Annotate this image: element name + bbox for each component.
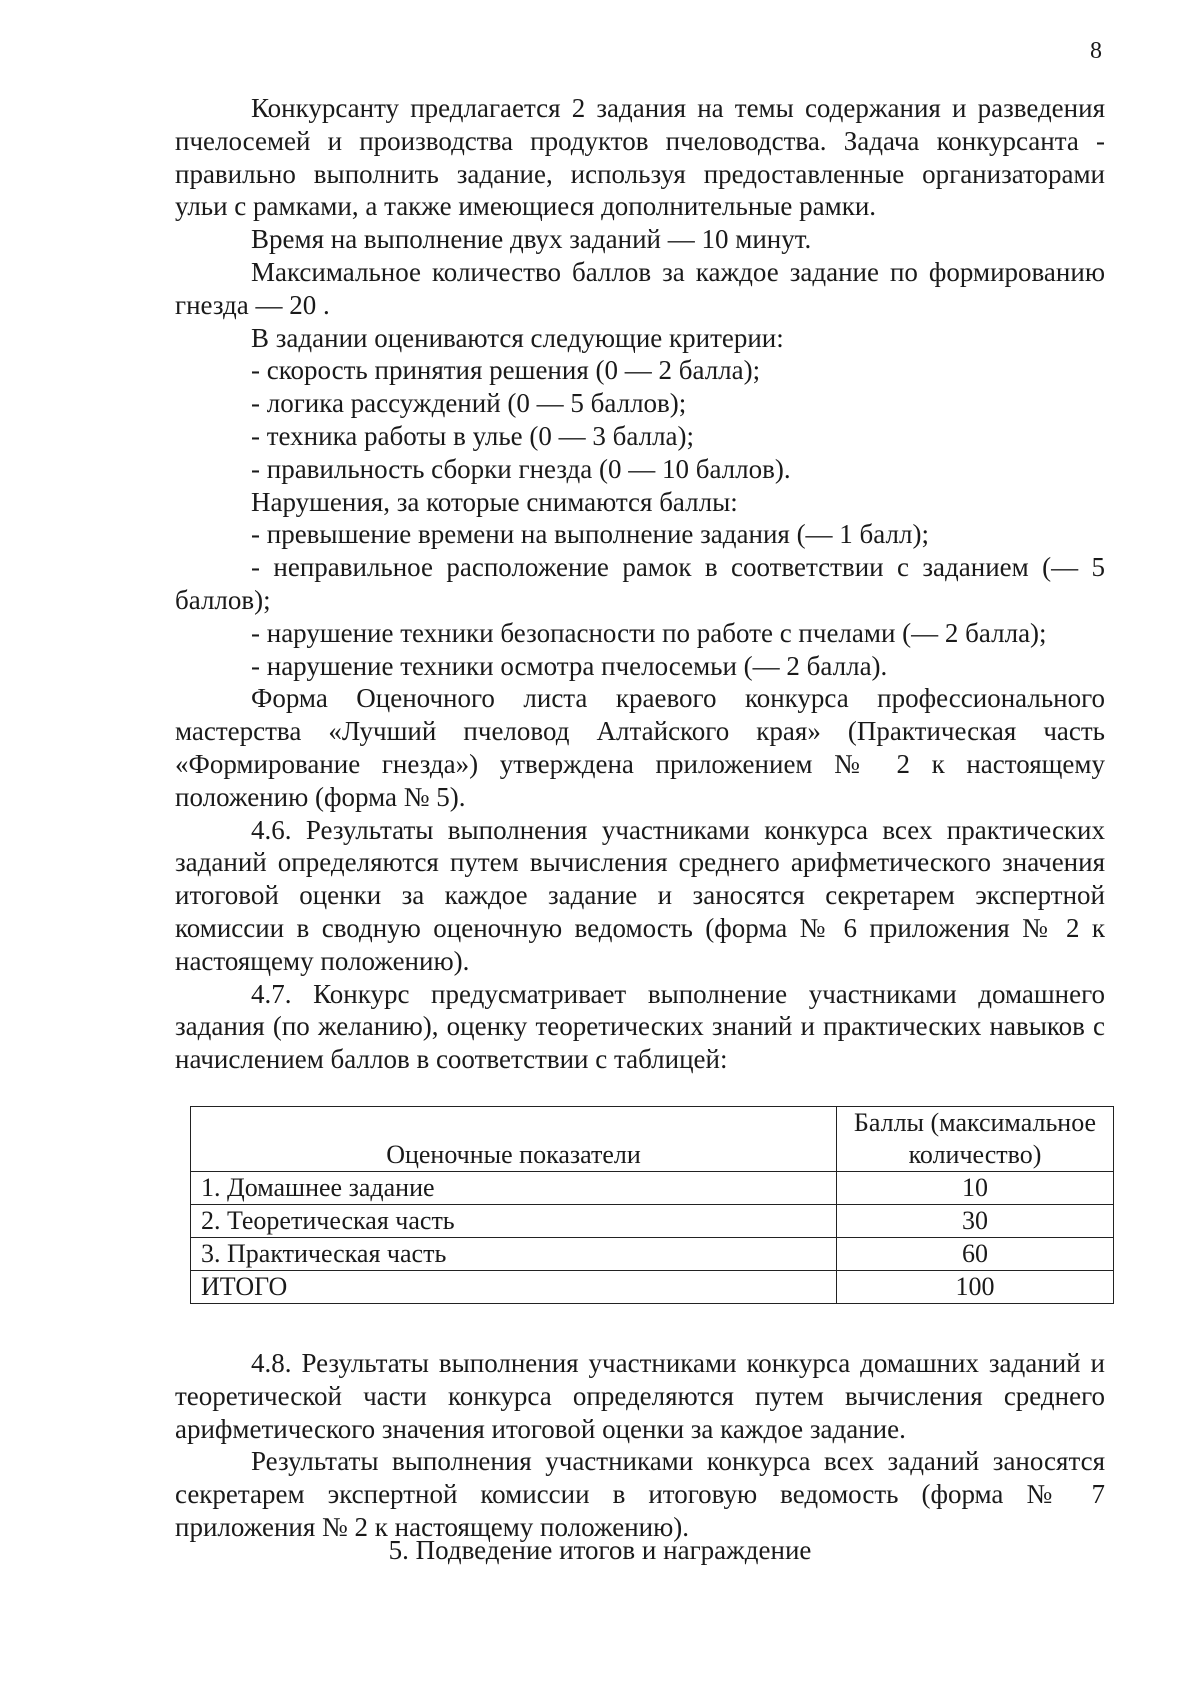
- criteria-item: - правильность сборки гнезда (0 — 10 баллов).: [251, 453, 791, 484]
- scores-table: [190, 1106, 1114, 1304]
- table-cell-indicator: 2. Теоретическая часть: [191, 1205, 837, 1238]
- table-cell-indicator: 1. Домашнее задание: [191, 1172, 837, 1205]
- section-4-8: 4.8. Результаты выполнения участниками конкурса домашних заданий и теоретической части конкурса определяются путем вычисления среднего арифметического значения итоговой оценки за каждое задание.: [175, 1348, 1105, 1444]
- table-header-row: [191, 1107, 1114, 1172]
- table-header-points: Баллы (максимальное количество): [837, 1107, 1114, 1172]
- criteria-item: - логика рассуждений (0 — 5 баллов);: [251, 388, 687, 419]
- violations-heading: Нарушения, за которые снимаются баллы:: [251, 486, 738, 517]
- violation-item: - превышение времени на выполнение задания (— 1 балл);: [251, 519, 929, 550]
- max-score-paragraph: Максимальное количество баллов за каждое задание по формированию гнезда — 20 .: [175, 256, 1105, 320]
- violation-item: - нарушение техники осмотра пчелосемьи (— 2 балла).: [251, 650, 888, 681]
- section-4-7: 4.7. Конкурс предусматривает выполнение участниками домашнего задания (по желанию), оценку теоретических знаний и практических навыков с начислением баллов в соответствии с таблицей:: [175, 978, 1105, 1075]
- criteria-item: - скорость принятия решения (0 — 2 балла);: [251, 355, 761, 386]
- table-row: [191, 1238, 1114, 1271]
- table-cell-indicator: 3. Практическая часть: [191, 1238, 837, 1271]
- table-cell-points: 60: [837, 1238, 1114, 1271]
- table-cell-points: 100: [837, 1271, 1114, 1304]
- page-number: 8: [1090, 38, 1102, 64]
- table-cell-points: 10: [837, 1172, 1114, 1205]
- intro-paragraph: Конкурсанту предлагается 2 задания на темы содержания и разведения пчелосемей и производства продуктов пчеловодства. Задача конкурсанта - правильно выполнить задание, используя предоставленные организаторами ульи с рамками, а также имеющиеся дополнительные рамки.: [175, 93, 1105, 222]
- table-row: [191, 1205, 1114, 1238]
- criteria-item: - техника работы в улье (0 — 3 балла);: [251, 420, 695, 451]
- body-text: [175, 92, 1105, 1076]
- form-paragraph: Форма Оценочного листа краевого конкурса профессионального мастерства «Лучший пчеловод Алтайского края» (Практическая часть «Формирование гнезда») утверждена приложением № 2 к настоящему положению (форма № 5).: [175, 683, 1105, 812]
- section-4-6: 4.6. Результаты выполнения участниками конкурса всех практических заданий определяются путем вычисления среднего арифметического значения итоговой оценки за каждое задание и заносятся секретарем экспертной комиссии в сводную оценочную ведомость (форма № 6 приложения № 2 к настоящему положению).: [175, 814, 1105, 976]
- criteria-heading: В задании оцениваются следующие критерии:: [251, 322, 784, 353]
- table-row-total: [191, 1271, 1114, 1304]
- results-paragraph: Результаты выполнения участниками конкурса всех заданий заносятся секретарем экспертной комиссии в итоговую ведомость (форма № 7 приложения № 2 к настоящему положению).: [175, 1446, 1105, 1542]
- table-header-indicators: Оценочные показатели: [191, 1107, 837, 1172]
- table-cell-points: 30: [837, 1205, 1114, 1238]
- time-paragraph: Время на выполнение двух заданий — 10 минут.: [251, 224, 812, 255]
- violation-item: - неправильное расположение рамок в соответствии с заданием (— 5 баллов);: [175, 552, 1105, 615]
- table-row: [191, 1172, 1114, 1205]
- body-text-after-table: [175, 1347, 1105, 1544]
- section-5-heading: 5. Подведение итогов и награждение: [388, 1535, 812, 1565]
- table-cell-indicator: ИТОГО: [191, 1271, 837, 1304]
- violation-item: - нарушение техники безопасности по работе с пчелами (— 2 балла);: [251, 617, 1047, 648]
